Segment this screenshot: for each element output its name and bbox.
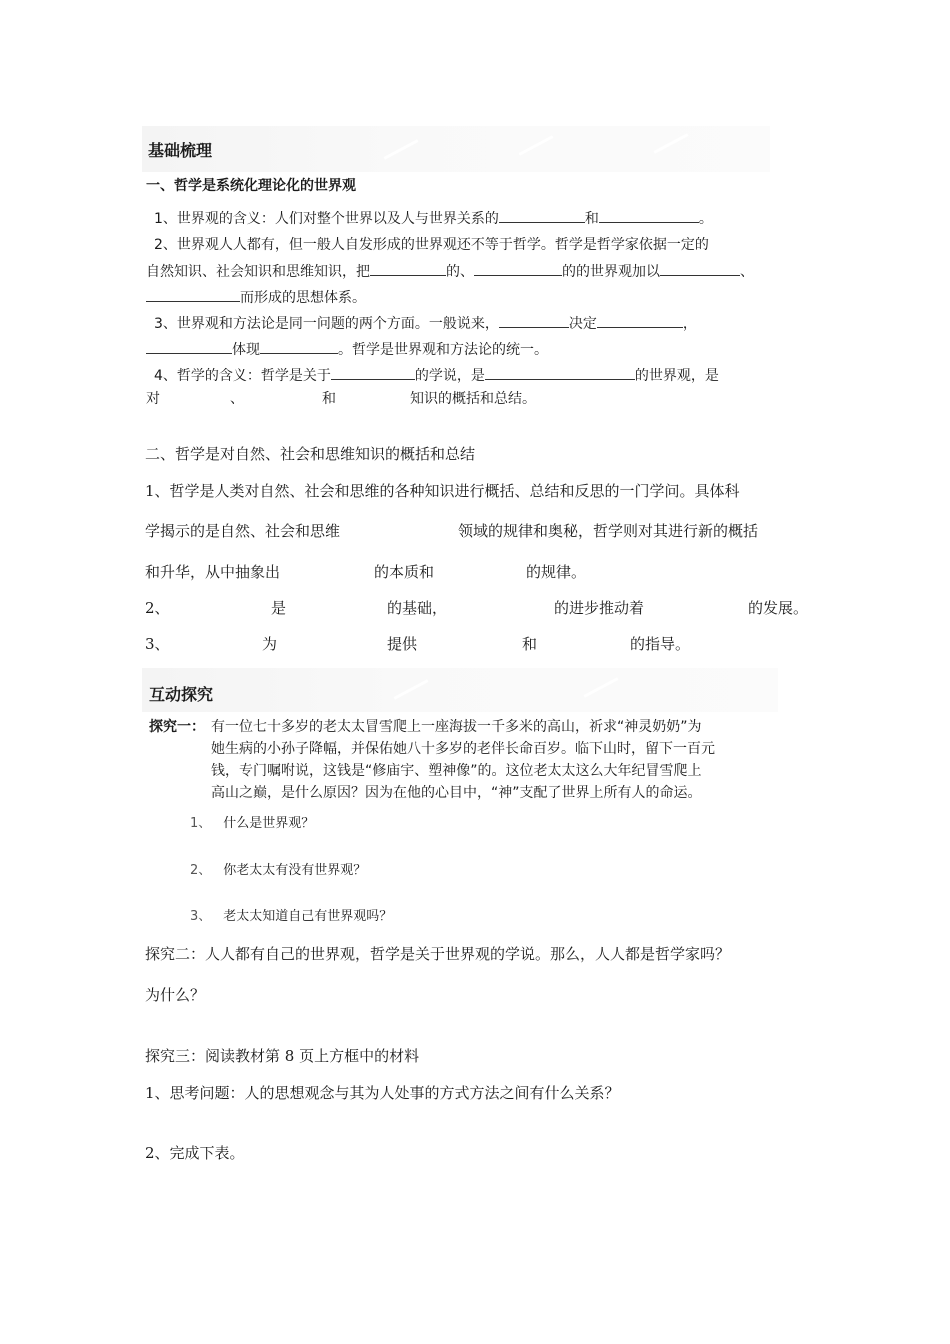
blank [599, 207, 699, 223]
section1-title: 一、哲学是系统化理论化的世界观 [146, 178, 356, 194]
item4-text-e: 、 [230, 391, 244, 407]
blank [485, 364, 635, 380]
explore1-line1: 有一位七十多岁的老太太冒雪爬上一座海拔一千多米的高山，祈求“神灵奶奶”为 [211, 719, 702, 735]
section2-p1-line1: 1、哲学是人类对自然、社会和思维的各种知识进行概括、总结和反思的一门学问。具体科 [145, 482, 740, 500]
section-banner-basics [142, 126, 770, 172]
item2-line2 [146, 260, 754, 281]
item2-text-c: 的的世界观加以 [562, 264, 660, 280]
explore1-line2: 她生病的小孙子降幅，并保佑她八十多岁的老伴长命百岁。临下山时，留下一百元 [211, 741, 715, 757]
s2-p3-d: 和 [522, 635, 538, 653]
explore1-line4: 高山之巅，是什么原因？因为在他的心目中，“神”支配了世界上所有人的命运。 [211, 785, 702, 801]
blank [146, 286, 240, 302]
item2-line3 [146, 286, 366, 307]
question-1-text: 什么是世界观？ [223, 816, 315, 831]
item1-end: 。 [698, 211, 713, 227]
item1-mid: 和 [584, 211, 599, 227]
item4-text-f: 和 [322, 391, 336, 407]
blank [260, 338, 338, 354]
blank [597, 312, 683, 328]
item3-line2 [146, 338, 548, 359]
item1-text: 1、世界观的含义：人们对整个世界以及人与世界关系的 [154, 211, 499, 227]
s2-text-b: 领域的规律和奥秘，哲学则对其进行新的概括 [458, 522, 759, 540]
explore2-line1: 探究二：人人都有自己的世界观，哲学是关于世界观的学说。那么，人人都是哲学家吗？ [145, 945, 731, 963]
item2-text-e: 而形成的思想体系。 [240, 290, 366, 306]
s2-p2-b: 是 [271, 599, 287, 617]
item2-text-a: 自然知识、社会知识和思维知识，把 [146, 264, 370, 280]
s2-p3-e: 的指导。 [630, 635, 691, 653]
question-2-text: 你老太太有没有世界观？ [223, 863, 367, 878]
item3-text-b: 决定 [568, 316, 597, 332]
question-3 [190, 905, 392, 924]
section2-title: 二、哲学是对自然、社会和思维知识的概括和总结 [145, 445, 476, 463]
item4-line2 [146, 388, 536, 408]
item2-text-b: 的、 [446, 264, 474, 280]
s2-text-e: 的规律。 [526, 563, 587, 581]
explore1-label [149, 716, 205, 736]
item4-text-d: 对 [146, 391, 160, 407]
question-3-text: 老太太知道自己有世界观吗？ [223, 909, 393, 924]
s2-p2-d: 的进步推动着 [554, 599, 645, 617]
question-1-num: 1、 [190, 816, 212, 831]
s2-p2-c: 的基础， [387, 599, 448, 617]
blank [146, 338, 232, 354]
s2-p2-e: 的发展。 [748, 599, 809, 617]
question-1 [190, 812, 314, 831]
item3-text-c: ， [682, 316, 697, 332]
blank [331, 364, 415, 380]
blank [499, 207, 585, 223]
question-2-num: 2、 [190, 863, 212, 878]
s2-p3-b: 为 [262, 635, 278, 653]
item3-text-e: 。哲学是世界观和方法论的统一。 [338, 342, 548, 358]
s2-text-d: 的本质和 [374, 563, 435, 581]
section-banner-interactive [142, 668, 778, 712]
item4-text-b: 的学说，是 [414, 368, 485, 384]
s2-p3-c: 提供 [387, 635, 418, 653]
item3-text-d: 体现 [232, 342, 260, 358]
question-2 [190, 859, 366, 878]
s2-p3-a: 3、 [145, 635, 170, 653]
explore1-line3: 钱，专门嘱咐说，这钱是“修庙宇、塑神像”的。这位老太太这么大年纪冒雪爬上 [211, 763, 702, 779]
s2-text-a: 学揭示的是自然、社会和思维 [145, 522, 341, 540]
item4-text-g: 知识的概括和总结。 [410, 391, 536, 407]
section2-p1-line3 [145, 561, 586, 582]
question-3-num: 3、 [190, 909, 212, 924]
blank [474, 260, 562, 276]
s2-p2-a: 2、 [145, 599, 170, 617]
item2-line1: 2、世界观人人都有，但一般人自发形成的世界观还不等于哲学。哲学是哲学家依据一定的 [154, 237, 709, 253]
blank [499, 312, 569, 328]
basics-title: 基础梳理 [148, 141, 213, 160]
item4-line1 [154, 364, 719, 385]
blank [370, 260, 446, 276]
item3-line1 [154, 312, 697, 333]
item3-text-a: 3、世界观和方法论是同一问题的两个方面。一般说来， [154, 316, 499, 332]
explore3-q2: 2、完成下表。 [145, 1144, 245, 1162]
item1-line [154, 207, 713, 228]
explore3-title: 探究三：阅读教材第 8 页上方框中的材料 [145, 1047, 420, 1065]
explore3-q1: 1、思考问题：人的思想观念与其为人处事的方式方法之间有什么关系？ [145, 1084, 620, 1102]
explore2-line2: 为什么？ [145, 986, 206, 1004]
section2-p1-line2 [145, 520, 758, 541]
interactive-title: 互动探究 [149, 685, 214, 704]
s2-text-c: 和升华，从中抽象出 [145, 563, 281, 581]
item4-text-c: 的世界观，是 [634, 368, 719, 384]
explore1-label-text: 探究一： [149, 719, 205, 735]
blank [660, 260, 740, 276]
item4-text-a: 4、哲学的含义：哲学是关于 [154, 368, 331, 384]
item2-text-d: 、 [740, 264, 754, 280]
